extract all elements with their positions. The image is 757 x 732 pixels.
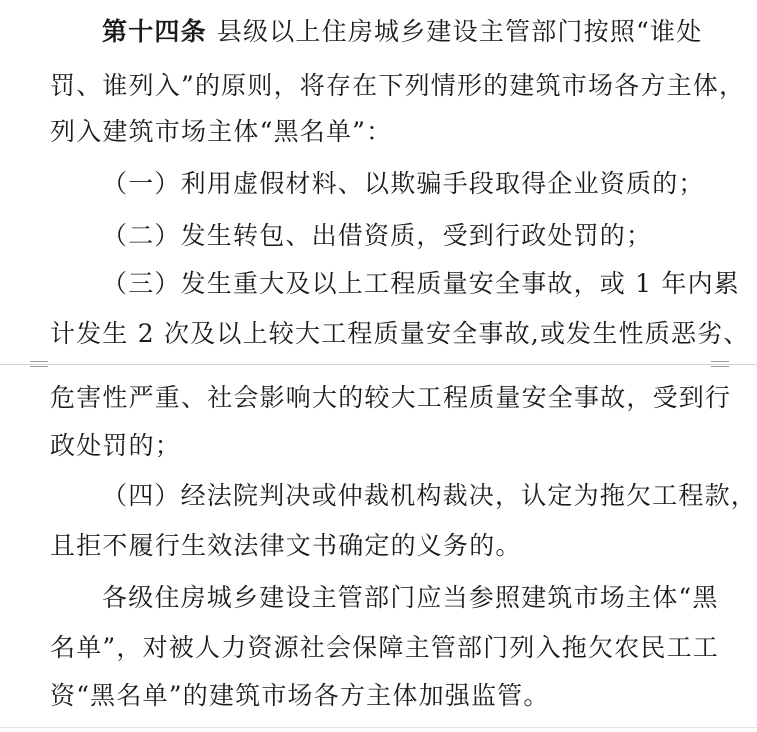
paragraph-line: 名单”，对被人力资源社会保障主管部门列入拖欠农民工工	[50, 633, 719, 662]
paragraph-line: 计发生 2 次及以上较大工程质量安全事故,或发生性质恶劣、	[50, 319, 750, 348]
paragraph-line: 且拒不履行生效法律文书确定的义务的。	[50, 531, 522, 560]
paragraph-line: 政处罚的；	[50, 431, 182, 460]
list-item: （三）发生重大及以上工程质量安全事故，或 1 年内累	[102, 269, 741, 298]
paragraph-line: 罚、谁列入”的原则，将存在下列情形的建筑市场各方主体，	[50, 71, 746, 100]
page-break-rule	[0, 364, 757, 365]
paragraph-line: 资“黑名单”的建筑市场各方主体加强监管。	[50, 681, 550, 710]
page-break	[0, 360, 757, 370]
paragraph-line: 各级住房城乡建设主管部门应当参照建筑市场主体“黑	[102, 583, 719, 612]
article-heading: 第十四条	[102, 17, 207, 46]
list-item: （四）经法院判决或仲裁机构裁决，认定为拖欠工程款，	[102, 481, 757, 510]
paragraph-line: 列入建筑市场主体“黑名单”：	[50, 117, 393, 146]
article-line-1: 第十四条 县级以上住房城乡建设主管部门按照“谁处	[102, 17, 703, 46]
page-bottom-rule	[0, 727, 757, 728]
paragraph-line: 危害性严重、社会影响大的较大工程质量安全事故，受到行	[50, 383, 732, 412]
list-item: （一）利用虚假材料、以欺骗手段取得企业资质的；	[102, 169, 705, 198]
page-corner-mark-right	[711, 360, 729, 369]
paragraph-line	[0, 12, 757, 52]
page-corner-mark-left	[30, 360, 48, 369]
list-item: （二）发生转包、出借资质，受到行政处罚的；	[102, 221, 653, 250]
